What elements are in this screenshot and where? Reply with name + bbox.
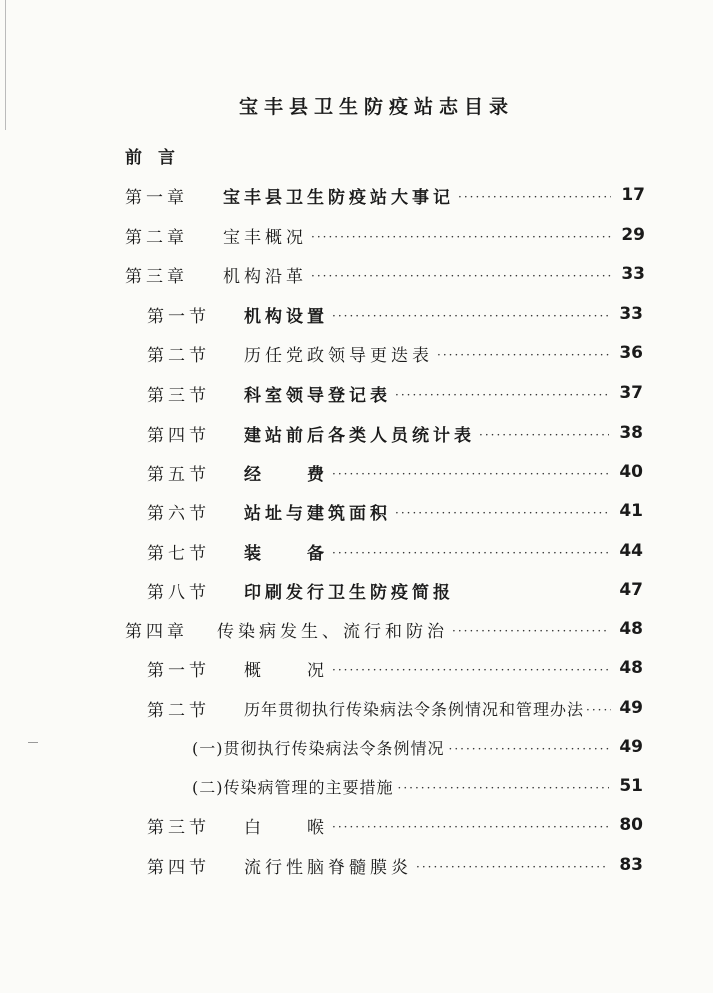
- toc-entry[interactable]: [147, 340, 643, 366]
- entry-page: 51: [619, 776, 643, 796]
- entry-page: 48: [619, 619, 643, 639]
- entry-label: 第二章: [125, 227, 188, 248]
- entry-text: 机构沿革: [223, 266, 307, 287]
- toc-entry[interactable]: [125, 182, 645, 208]
- entry-text: 宝丰县卫生防疫站大事记: [223, 187, 454, 208]
- entry-label: 第六节: [147, 503, 210, 524]
- document-title: 宝丰县卫生防疫站志目录: [238, 96, 514, 118]
- entry-text: 装 备: [244, 543, 328, 564]
- toc-entry[interactable]: [192, 734, 643, 760]
- entry-text: (二)传染病管理的主要措施: [192, 777, 394, 797]
- toc-entry[interactable]: [147, 301, 643, 327]
- entry-label: 第一章: [125, 187, 188, 208]
- entry-page: 17: [621, 185, 645, 205]
- entry-page: 80: [619, 815, 643, 835]
- toc-entry[interactable]: [147, 380, 643, 406]
- entry-text: 历年贯彻执行传染病法令条例情况和管理办法: [244, 699, 585, 719]
- leader-dots: [458, 182, 611, 208]
- entry-label: 第五节: [147, 464, 210, 485]
- entry-text: 机构设置: [244, 306, 328, 327]
- toc-entry[interactable]: [125, 222, 645, 248]
- leader-dots: [332, 812, 609, 838]
- entry-label: 第四节: [147, 425, 210, 446]
- leader-dots: [332, 655, 609, 681]
- entry-text: 流行性脑脊髓膜炎: [244, 857, 412, 878]
- leader-dots: [332, 538, 609, 564]
- entry-label: 第三节: [147, 385, 210, 406]
- toc-entry[interactable]: [147, 538, 643, 564]
- entry-text: 白 喉: [244, 817, 328, 838]
- entry-page: 33: [621, 264, 645, 284]
- entry-page: 49: [619, 698, 643, 718]
- toc-entry[interactable]: [147, 812, 643, 838]
- entry-label: 第四章: [125, 621, 188, 642]
- leader-dots: [311, 261, 611, 287]
- leader-dots: [449, 734, 610, 760]
- leader-dots: [332, 459, 609, 485]
- entry-page: 38: [619, 423, 643, 443]
- toc-entry[interactable]: [147, 695, 643, 721]
- leader-dots: [395, 498, 609, 524]
- toc-entry[interactable]: [125, 261, 645, 287]
- leader-dots: [479, 420, 609, 446]
- leader-dots: [586, 695, 611, 721]
- entry-label: 第七节: [147, 543, 210, 564]
- entry-label: 第一节: [147, 306, 210, 327]
- entry-page: 48: [619, 658, 643, 678]
- entry-text: 历任党政领导更迭表: [244, 345, 433, 366]
- scan-speck: [28, 742, 38, 743]
- toc-entry[interactable]: [125, 616, 643, 642]
- toc-entry[interactable]: [147, 420, 643, 446]
- entry-text: 科室领导登记表: [244, 385, 391, 406]
- leader-dots: [416, 852, 609, 878]
- entry-label: 第二节: [147, 345, 210, 366]
- entry-text: (一)贯彻执行传染病法令条例情况: [192, 738, 445, 758]
- leader-dots: [437, 340, 609, 366]
- leader-dots: [332, 301, 609, 327]
- entry-page: 41: [619, 501, 643, 521]
- toc-entry[interactable]: [147, 852, 643, 878]
- leader-dots: [398, 773, 610, 799]
- leader-dots: [452, 616, 609, 642]
- entry-label: 第二节: [147, 700, 210, 721]
- toc-entry[interactable]: [147, 655, 643, 681]
- leader-dots: [311, 222, 611, 248]
- entry-text: 宝丰概况: [223, 227, 307, 248]
- toc-entry[interactable]: [147, 577, 643, 603]
- entry-page: 83: [619, 855, 643, 875]
- entry-text: 经 费: [244, 464, 328, 485]
- entry-label: 第八节: [147, 582, 210, 603]
- preface-label: 前言: [125, 147, 191, 168]
- entry-page: 37: [619, 383, 643, 403]
- entry-page: 49: [619, 737, 643, 757]
- toc-entry[interactable]: [147, 459, 643, 485]
- toc-preface[interactable]: [125, 142, 191, 168]
- entry-label: 第三章: [125, 266, 188, 287]
- entry-page: 47: [619, 580, 643, 600]
- leader-dots: [395, 380, 609, 406]
- entry-page: 33: [619, 304, 643, 324]
- entry-page: 44: [619, 541, 643, 561]
- entry-label: 第四节: [147, 857, 210, 878]
- entry-label: 第三节: [147, 817, 210, 838]
- entry-text: 建站前后各类人员统计表: [244, 425, 475, 446]
- toc-entry[interactable]: [192, 773, 643, 799]
- entry-label: 第一节: [147, 660, 210, 681]
- entry-page: 36: [619, 343, 643, 363]
- entry-text: 传染病发生、流行和防治: [217, 621, 448, 642]
- entry-page: 29: [621, 225, 645, 245]
- entry-page: 40: [619, 462, 643, 482]
- entry-text: 概 况: [244, 660, 328, 681]
- entry-text: 站址与建筑面积: [244, 503, 391, 524]
- toc-entry[interactable]: [147, 498, 643, 524]
- entry-text: 印刷发行卫生防疫简报: [244, 582, 454, 603]
